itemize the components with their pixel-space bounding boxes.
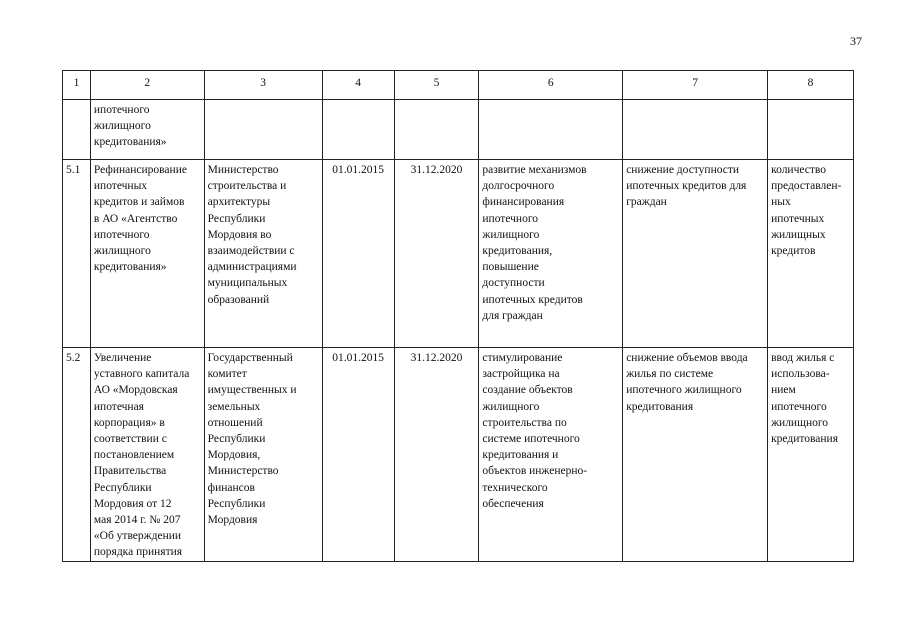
table-row-continuation <box>63 100 854 160</box>
cell-consequence: снижение объемов ввода жилья по системе ипотечного жилищного кредитования <box>623 348 768 562</box>
cell-executor: Министерство строительства и архитектуры Республики Мордовия во взаимодействии с администрациями муниципальных образований <box>204 160 322 348</box>
header-cell-2: 2 <box>90 71 204 100</box>
cell-end: 31.12.2020 <box>394 160 479 348</box>
cell-indicator: количество предоставлен- ных ипотечных жилищных кредитов <box>768 160 854 348</box>
header-cell-3: 3 <box>204 71 322 100</box>
cell-num: 5.1 <box>63 160 91 348</box>
cell-end <box>394 100 479 160</box>
header-row <box>63 71 854 100</box>
header-cell-5: 5 <box>394 71 479 100</box>
cell-num <box>63 100 91 160</box>
header-cell-7: 7 <box>623 71 768 100</box>
header-cell-1: 1 <box>63 71 91 100</box>
cell-activity: Увеличение уставного капитала АО «Мордовская ипотечная корпорация» в соответствии с постановлением Правительства Республики Мордовия от 12 мая 2014 г. № 207 «Об утверждении порядка принятия <box>90 348 204 562</box>
cell-result <box>479 100 623 160</box>
header-cell-6: 6 <box>479 71 623 100</box>
cell-executor: Государственный комитет имущественных и земельных отношений Республики Мордовия, Министерство финансов Республики Мордовия <box>204 348 322 562</box>
page-number: 37 <box>850 34 862 48</box>
cell-executor <box>204 100 322 160</box>
header-cell-4: 4 <box>322 71 394 100</box>
cell-start: 01.01.2015 <box>322 160 394 348</box>
cell-indicator <box>768 100 854 160</box>
cell-activity: Рефинансирование ипотечных кредитов и займов в АО «Агентство ипотечного жилищного кредитования» <box>90 160 204 348</box>
cell-consequence: снижение доступности ипотечных кредитов для граждан <box>623 160 768 348</box>
cell-start: 01.01.2015 <box>322 348 394 562</box>
cell-end: 31.12.2020 <box>394 348 479 562</box>
table-row <box>63 160 854 348</box>
cell-result: стимулирование застройщика на создание объектов жилищного строительства по системе ипотечного кредитования и объектов инженерно- технического обеспечения <box>479 348 623 562</box>
header-cell-8: 8 <box>768 71 854 100</box>
cell-start <box>322 100 394 160</box>
cell-indicator: ввод жилья с использова- нием ипотечного жилищного кредитования <box>768 348 854 562</box>
table-row <box>63 348 854 562</box>
cell-num: 5.2 <box>63 348 91 562</box>
cell-result: развитие механизмов долгосрочного финансирования ипотечного жилищного кредитования, повышение доступности ипотечных кредитов для граждан <box>479 160 623 348</box>
plan-table <box>62 70 854 562</box>
cell-consequence <box>623 100 768 160</box>
cell-activity: ипотечного жилищного кредитования» <box>90 100 204 160</box>
